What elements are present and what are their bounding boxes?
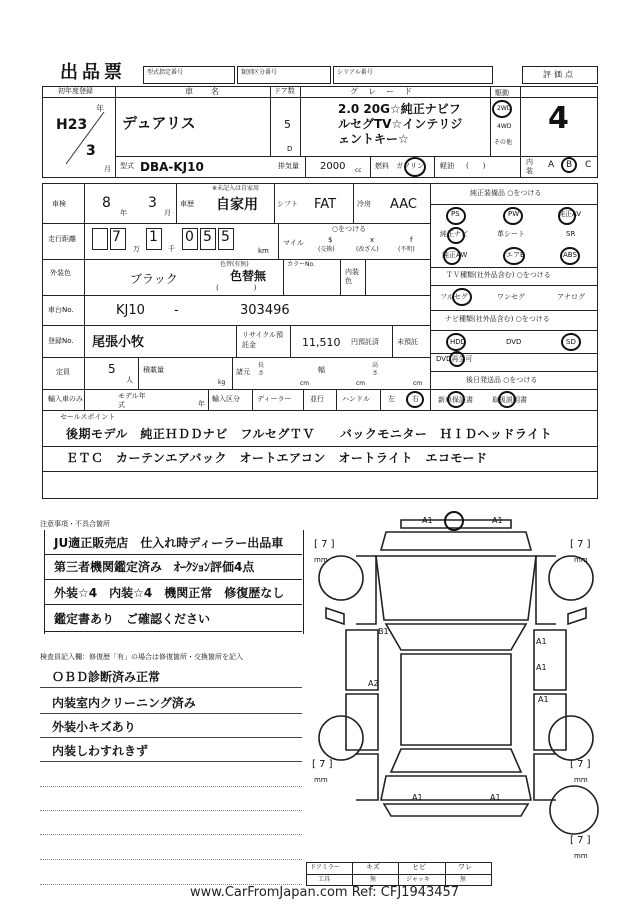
drive-4wd: 4WD [497, 123, 512, 130]
dims-height: 高さ [372, 362, 379, 377]
tire-spare-depth: [ 7 ] [570, 835, 591, 846]
inspection-month: 3 [148, 195, 157, 211]
legend-kizu: キズ [366, 863, 380, 871]
equip-ps: PS [451, 210, 460, 218]
tire-spare-unit: mm [574, 852, 588, 860]
import-label: 輸入車のみ [48, 395, 83, 403]
equip-aw: 純正AW [442, 251, 468, 259]
notes-line1: JU適正販売店 仕入れ時ディーラー出品車 [54, 536, 284, 550]
legend-tool: 工具 [318, 876, 331, 883]
engine-label: 排気量 [278, 162, 299, 170]
grade-label: グレード [350, 87, 422, 96]
color-value: ブラック [130, 272, 178, 286]
doors-label: ドア数 [274, 87, 295, 95]
inspection-year: 8 [102, 195, 111, 211]
chassis-dash: - [174, 303, 179, 318]
tire-fr-depth: [ 7 ] [570, 539, 591, 550]
color-change-label: 色替(有無) [220, 261, 249, 268]
chassis-number: 303496 [240, 303, 290, 318]
mark-front-bumper-circle [444, 511, 464, 531]
engine-unit: cc [355, 167, 362, 174]
mileage-opt3b: (不明) [398, 246, 415, 253]
capacity-label: 定員 [56, 368, 70, 376]
interior-a: A [548, 160, 555, 170]
inspection-label: 車検 [52, 200, 66, 208]
tire-fl-depth: [ 7 ] [314, 539, 335, 550]
mileage-circle-note: ○をつける [332, 225, 367, 233]
notes-line4: 鑑定書あり ご確認ください [54, 612, 211, 626]
grade-line3: ェントキー☆ [338, 132, 409, 146]
notes-line3: 外装☆4 内装☆4 機関正常 修復歴なし [54, 586, 285, 600]
type-value: DBA-KJ10 [140, 160, 204, 174]
tv-oneseg: ワンセグ [497, 293, 525, 301]
equip-leather: 革シート [497, 230, 525, 238]
import-parallel: 並行 [310, 395, 324, 403]
mileage-opt1b: (交換) [318, 246, 335, 253]
inspector-line2: 内装室内クリーニング済み [52, 696, 196, 710]
legend-tool-mu: 無 [370, 876, 377, 883]
after-title: 後日発送品 ○をつける [466, 376, 538, 384]
engine-value: 2000 [320, 161, 346, 172]
equip-aw-circle [443, 247, 461, 265]
serial-number-box [333, 66, 493, 84]
type-label: 型式 [120, 162, 134, 170]
mileage-opt2: x [370, 236, 375, 244]
recycle-value: 11,510 [302, 336, 341, 349]
notes-label: 注意事項・不具合箇所 [40, 520, 110, 528]
score-label: 評価点 [543, 70, 576, 79]
navi-hdd-circle [446, 333, 466, 351]
fuel-gasoline-circle [404, 157, 426, 177]
ac-label: 冷房 [357, 200, 371, 208]
mark-left-door: B1 [378, 627, 389, 636]
history-note: ※未記入は自家用 [212, 185, 260, 192]
equip-airbag: エアB [506, 251, 525, 259]
mileage-digit-1: 7 [112, 229, 121, 245]
selling-line1: 後期モデル 純正ＨＤＤナビ フルセグＴＶ バックモニター ＨＩＤヘッドライト [66, 427, 553, 441]
legend-jack-mu: 無 [460, 876, 467, 883]
score-label-box [522, 66, 598, 84]
dvd-play: DVD再生可 [436, 355, 473, 363]
dims-unit-1: cm [300, 380, 310, 387]
tire-rr-unit: mm [574, 776, 588, 784]
equip-airbag-circle [503, 247, 525, 265]
reg-slash [60, 108, 110, 168]
tv-title: ＴＶ種類(社外品含む) ○をつける [446, 271, 551, 279]
mark-rear-bumper-right: A1 [490, 793, 501, 802]
handle-right: 右 [412, 395, 419, 403]
drive-2wd-circle [492, 100, 512, 118]
handle-label: ハンドル [342, 395, 370, 403]
serial-number-label: シリアル番号 [337, 69, 373, 76]
legend-jack: ジャッキ [406, 876, 430, 883]
mileage-sen: 千 [168, 245, 175, 253]
grade-line2: ルセグTV☆インテリジ [338, 117, 463, 131]
equip-sr: SR [566, 230, 576, 238]
tire-rr-depth: [ 7 ] [570, 759, 591, 770]
mileage-km: km [258, 247, 269, 255]
car-name: デュアリス [122, 114, 196, 132]
fuel-diesel: 軽油 [440, 162, 454, 170]
dvd-play-circle [449, 351, 465, 367]
equip-ps-circle [446, 207, 466, 225]
registration-label: 登録No. [48, 337, 74, 345]
form-title: 出品票 [60, 62, 126, 83]
handle-right-circle [406, 391, 424, 408]
mark-right-front-door: A1 [536, 637, 547, 646]
score-value: 4 [548, 101, 569, 136]
handle-left: 左 [388, 395, 395, 403]
tv-analog: アナログ [557, 293, 585, 301]
mileage-opt3: f [410, 236, 413, 244]
category-number-box [237, 66, 331, 84]
legend-ware: ワレ [458, 863, 472, 871]
recycle-not-deposited: 未預託 [397, 338, 418, 346]
shift-value: FAT [314, 197, 337, 212]
navi-title: ナビ種類(社外品含む) ○をつける [445, 315, 550, 323]
equip-navi-circle [447, 227, 465, 244]
equip-pw: PW [508, 210, 520, 218]
reg-year-kanji: 年 [96, 104, 104, 113]
damage-diagram [306, 510, 606, 860]
color-change-value: 色替無 [230, 269, 267, 283]
interior-color-label: 内装色 [345, 268, 359, 285]
inspector-line1: ＯＢＤ診断済み正常 [52, 670, 161, 684]
mileage-digit-4: 5 [203, 229, 212, 245]
mark-front-bumper-left: A1 [422, 516, 433, 525]
load-unit: kg [218, 379, 226, 386]
equip-av-circle [558, 207, 576, 225]
tv-fullseg: フルセグ [440, 293, 468, 301]
equip-abs-circle [560, 247, 580, 265]
after-manual-circle [498, 391, 516, 408]
mark-left-rear-door: A2 [368, 679, 379, 688]
mark-rear-bumper-left: A1 [412, 793, 423, 802]
history-value: 自家用 [216, 197, 258, 213]
fuel-label: 燃料 [375, 162, 389, 170]
drive-label: 駆動 [495, 89, 509, 97]
equip-abs: ABS [563, 251, 577, 259]
interior-b: B [566, 160, 573, 170]
mileage-man: 万 [133, 245, 140, 253]
tire-rl-depth: [ 7 ] [312, 759, 333, 770]
reg-era: H23 [56, 117, 88, 133]
mileage-opt1: $ [328, 236, 333, 244]
equip-pw-circle [503, 207, 523, 225]
car-name-label: 車名 [185, 87, 237, 96]
recycle-deposited: 円預託済 [351, 338, 379, 346]
mark-front-bumper-right: A1 [492, 516, 503, 525]
navi-dvd: DVD [506, 338, 522, 346]
drive-other: その他 [494, 139, 513, 146]
color-no-label: カラーNo. [287, 261, 315, 268]
model-year-label: モデル年式 [118, 392, 146, 409]
color-label: 外装色 [50, 269, 71, 277]
inspection-year-unit: 年 [120, 209, 127, 217]
inspection-month-unit: 月 [164, 209, 171, 217]
mark-right-rear-door: A1 [536, 663, 547, 672]
notes-line2: 第三者機関鑑定済み ｵｰｸｼｮﾝ評価4点 [54, 560, 255, 574]
after-manual: 取扱説明書 [492, 396, 527, 404]
load-label: 積載量 [143, 366, 164, 374]
mileage-digit-3: 0 [185, 229, 194, 245]
chassis-prefix: KJ10 [116, 303, 145, 318]
dims-unit-3: cm [413, 380, 423, 387]
recycle-label: リサイクル預託金 [242, 331, 284, 349]
reg-month-kanji: 月 [104, 165, 111, 173]
after-warranty: 新車保証書 [438, 396, 473, 404]
selling-line2: ＥＴＣ カーテンエアバック オートエアコン オートライト エコモード [66, 451, 488, 465]
first-registration-label: 初年度登録 [58, 87, 93, 95]
legend-hibi: ヒビ [412, 863, 426, 871]
reg-month: 3 [86, 143, 96, 159]
equip-navi: 純正ナビ [440, 230, 468, 238]
after-warranty-circle [447, 391, 465, 408]
watermark: www.CarFromJapan.com Ref: CFJ1943457 [190, 885, 460, 900]
legend-doormirror: ドアミラー [310, 864, 340, 871]
inspector-label: 検査員記入欄：修復歴「有」の場合は修復箇所・交換箇所を記入 [40, 653, 243, 661]
mileage-opt2b: (改ざん) [356, 246, 379, 253]
import-year-unit: 年 [198, 400, 205, 408]
chassis-label: 車台No. [48, 306, 74, 314]
inspector-line3: 外装小キズあり [52, 720, 136, 734]
equip-title: 純正装備品 ○をつける [470, 189, 542, 197]
grade-line1: 2.0 20G☆純正ナビフ [338, 102, 461, 116]
mileage-digit-5: 5 [221, 229, 230, 245]
model-designation-box [143, 66, 235, 84]
history-label: 車歴 [180, 200, 194, 208]
drive-2wd: 2WD [497, 105, 512, 112]
interior-c: C [585, 160, 592, 170]
navi-sd-circle [561, 333, 581, 351]
ac-value: AAC [390, 197, 417, 212]
model-designation-label: 型式指定番号 [147, 69, 184, 76]
navi-hdd: HDD [450, 338, 467, 346]
capacity-unit: 人 [126, 376, 133, 384]
interior-label: 内装 [526, 158, 533, 175]
navi-sd: SD [566, 338, 576, 346]
tire-fl-unit: mm [314, 556, 328, 564]
import-class-label: 輸入区分 [212, 395, 240, 403]
dims-unit-2: cm [356, 380, 366, 387]
shift-label: シフト [277, 200, 298, 208]
mileage-digit-2: 1 [149, 229, 158, 245]
tire-rl-unit: mm [314, 776, 328, 784]
dims-width: 幅 [318, 366, 325, 374]
capacity-value: 5 [108, 362, 116, 376]
doors-value: 5 [284, 118, 291, 131]
dims-length: 長さ [258, 362, 265, 377]
category-number-label: 類別区分番号 [241, 69, 278, 76]
mile-label: マイル [283, 239, 304, 247]
import-dealer: ディーラー [257, 395, 292, 403]
registration-value: 尾張小牧 [92, 335, 145, 350]
mileage-label: 走行距離 [48, 235, 76, 243]
inspector-line4: 内装しわすれきず [52, 744, 149, 758]
fuel-gasoline: ガソリン [396, 162, 424, 170]
tire-fr-unit: mm [574, 556, 588, 564]
interior-b-circle [561, 157, 577, 173]
mark-right-rear-fender: A1 [538, 695, 549, 704]
dims-label: 諸元 [236, 368, 250, 376]
doors-sub: D [287, 145, 293, 153]
color-paren: ( ) [216, 284, 257, 292]
equip-av: 純正AV [558, 210, 582, 218]
fuel-paren: ( ) [466, 162, 486, 170]
selling-label: セールスポイント [60, 413, 116, 421]
tv-fullseg-circle [452, 288, 472, 306]
